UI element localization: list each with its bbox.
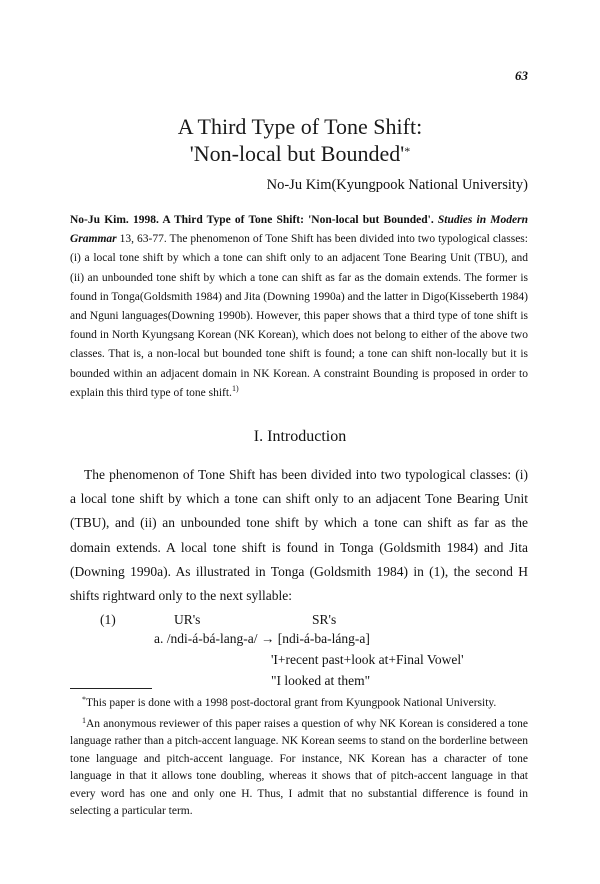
footnote-star-text: This paper is done with a 1998 post-doctoral grant from Kyungpook National University. <box>86 697 497 709</box>
abstract <box>70 211 528 403</box>
footnote-1 <box>70 716 528 821</box>
author-affiliation: No-Ju Kim(Kyungpook National University) <box>266 177 528 193</box>
abstract-footnote-marker: 1) <box>231 383 239 393</box>
footnote-star <box>70 695 528 713</box>
abstract-text: The phenomenon of Tone Shift has been divided into two typological classes: (i) a local tone shift by which a tone can shift only to an adjacent Tone Bearing Unit (TBU), and (ii) an unbounded tone shift by which a tone can shift as far as the domain extends. The former is found in Tonga(Goldsmith 1984) and Jita (Downing 1990a) and the latter in Digo(Kisseberth 1984) and Nguni languages(Downing 1990b). However, this paper shows that a third type of tone shift is found in North Kyungsang Korean (NK Korean), which does not belong to either of the above two classes. That is, a non-local but bounded tone shift is found; a tone can shift non-locally but it is bounded within an adjacent domain in NK Korean. A constraint Bounding is proposed in order to explain this third type of tone shift. <box>70 233 528 399</box>
title-footnote-marker: * <box>404 144 411 158</box>
example-ur-header: UR's <box>174 612 201 627</box>
footnote-star-marker: * <box>82 695 86 704</box>
abstract-journal: Studies in Modern Grammar <box>70 214 528 246</box>
footnotes <box>70 695 528 821</box>
title-line-2-text: 'Non-local but Bounded' <box>189 141 405 166</box>
abstract-citation: No-Ju Kim. 1998. A Third Type of Tone Shift: 'Non-local but Bounded'. <box>70 214 434 226</box>
example-gloss: 'I+recent past+look at+Final Vowel' <box>271 652 464 667</box>
paper-title <box>60 113 540 167</box>
footnote-1-marker: 1 <box>82 715 86 725</box>
footnote-separator <box>70 688 152 689</box>
example-translation: "I looked at them" <box>271 673 371 688</box>
page-number: 63 <box>515 68 528 83</box>
section-heading: I. Introduction <box>253 428 347 445</box>
footnote-1-text: An anonymous reviewer of this paper raises a question of why NK Korean is considered a tone language rather than a pitch-accent language. NK Korean seems to stand on the borderline between tone language and pitch-accent language. For instance, NK Korean has a character of tone language in that it allows tone doubling, whereas it shows that of pitch-accent language in that every word has one and only one H. Thus, I admit that no substantial difference is found in selecting a particular term. <box>70 717 528 817</box>
intro-text: The phenomenon of Tone Shift has been divided into two typological classes: (i) a local tone shift by which a tone can shift only to an adjacent Tone Bearing Unit (TBU), and (ii) an unbounded tone shift by which a tone can shift as far as the domain extends. A local tone shift is found in Tonga (Goldsmith 1984) and Jita (Downing 1990a). As illustrated in Tonga (Goldsmith 1984) in (1), the second H shifts rightward only to the next syllable: <box>70 467 528 604</box>
example-row-a: a. /ndi-á-bá-lang-a/ → [ndi-á-ba-láng-a] <box>154 631 370 646</box>
title-line-1: A Third Type of Tone Shift: <box>177 114 423 139</box>
example-number: (1) <box>100 612 116 627</box>
example-sr-header: SR's <box>312 612 337 627</box>
abstract-journal-volume: 13, 63-77. <box>116 233 167 246</box>
title-line-2 <box>60 140 540 167</box>
intro-paragraph <box>70 463 528 608</box>
